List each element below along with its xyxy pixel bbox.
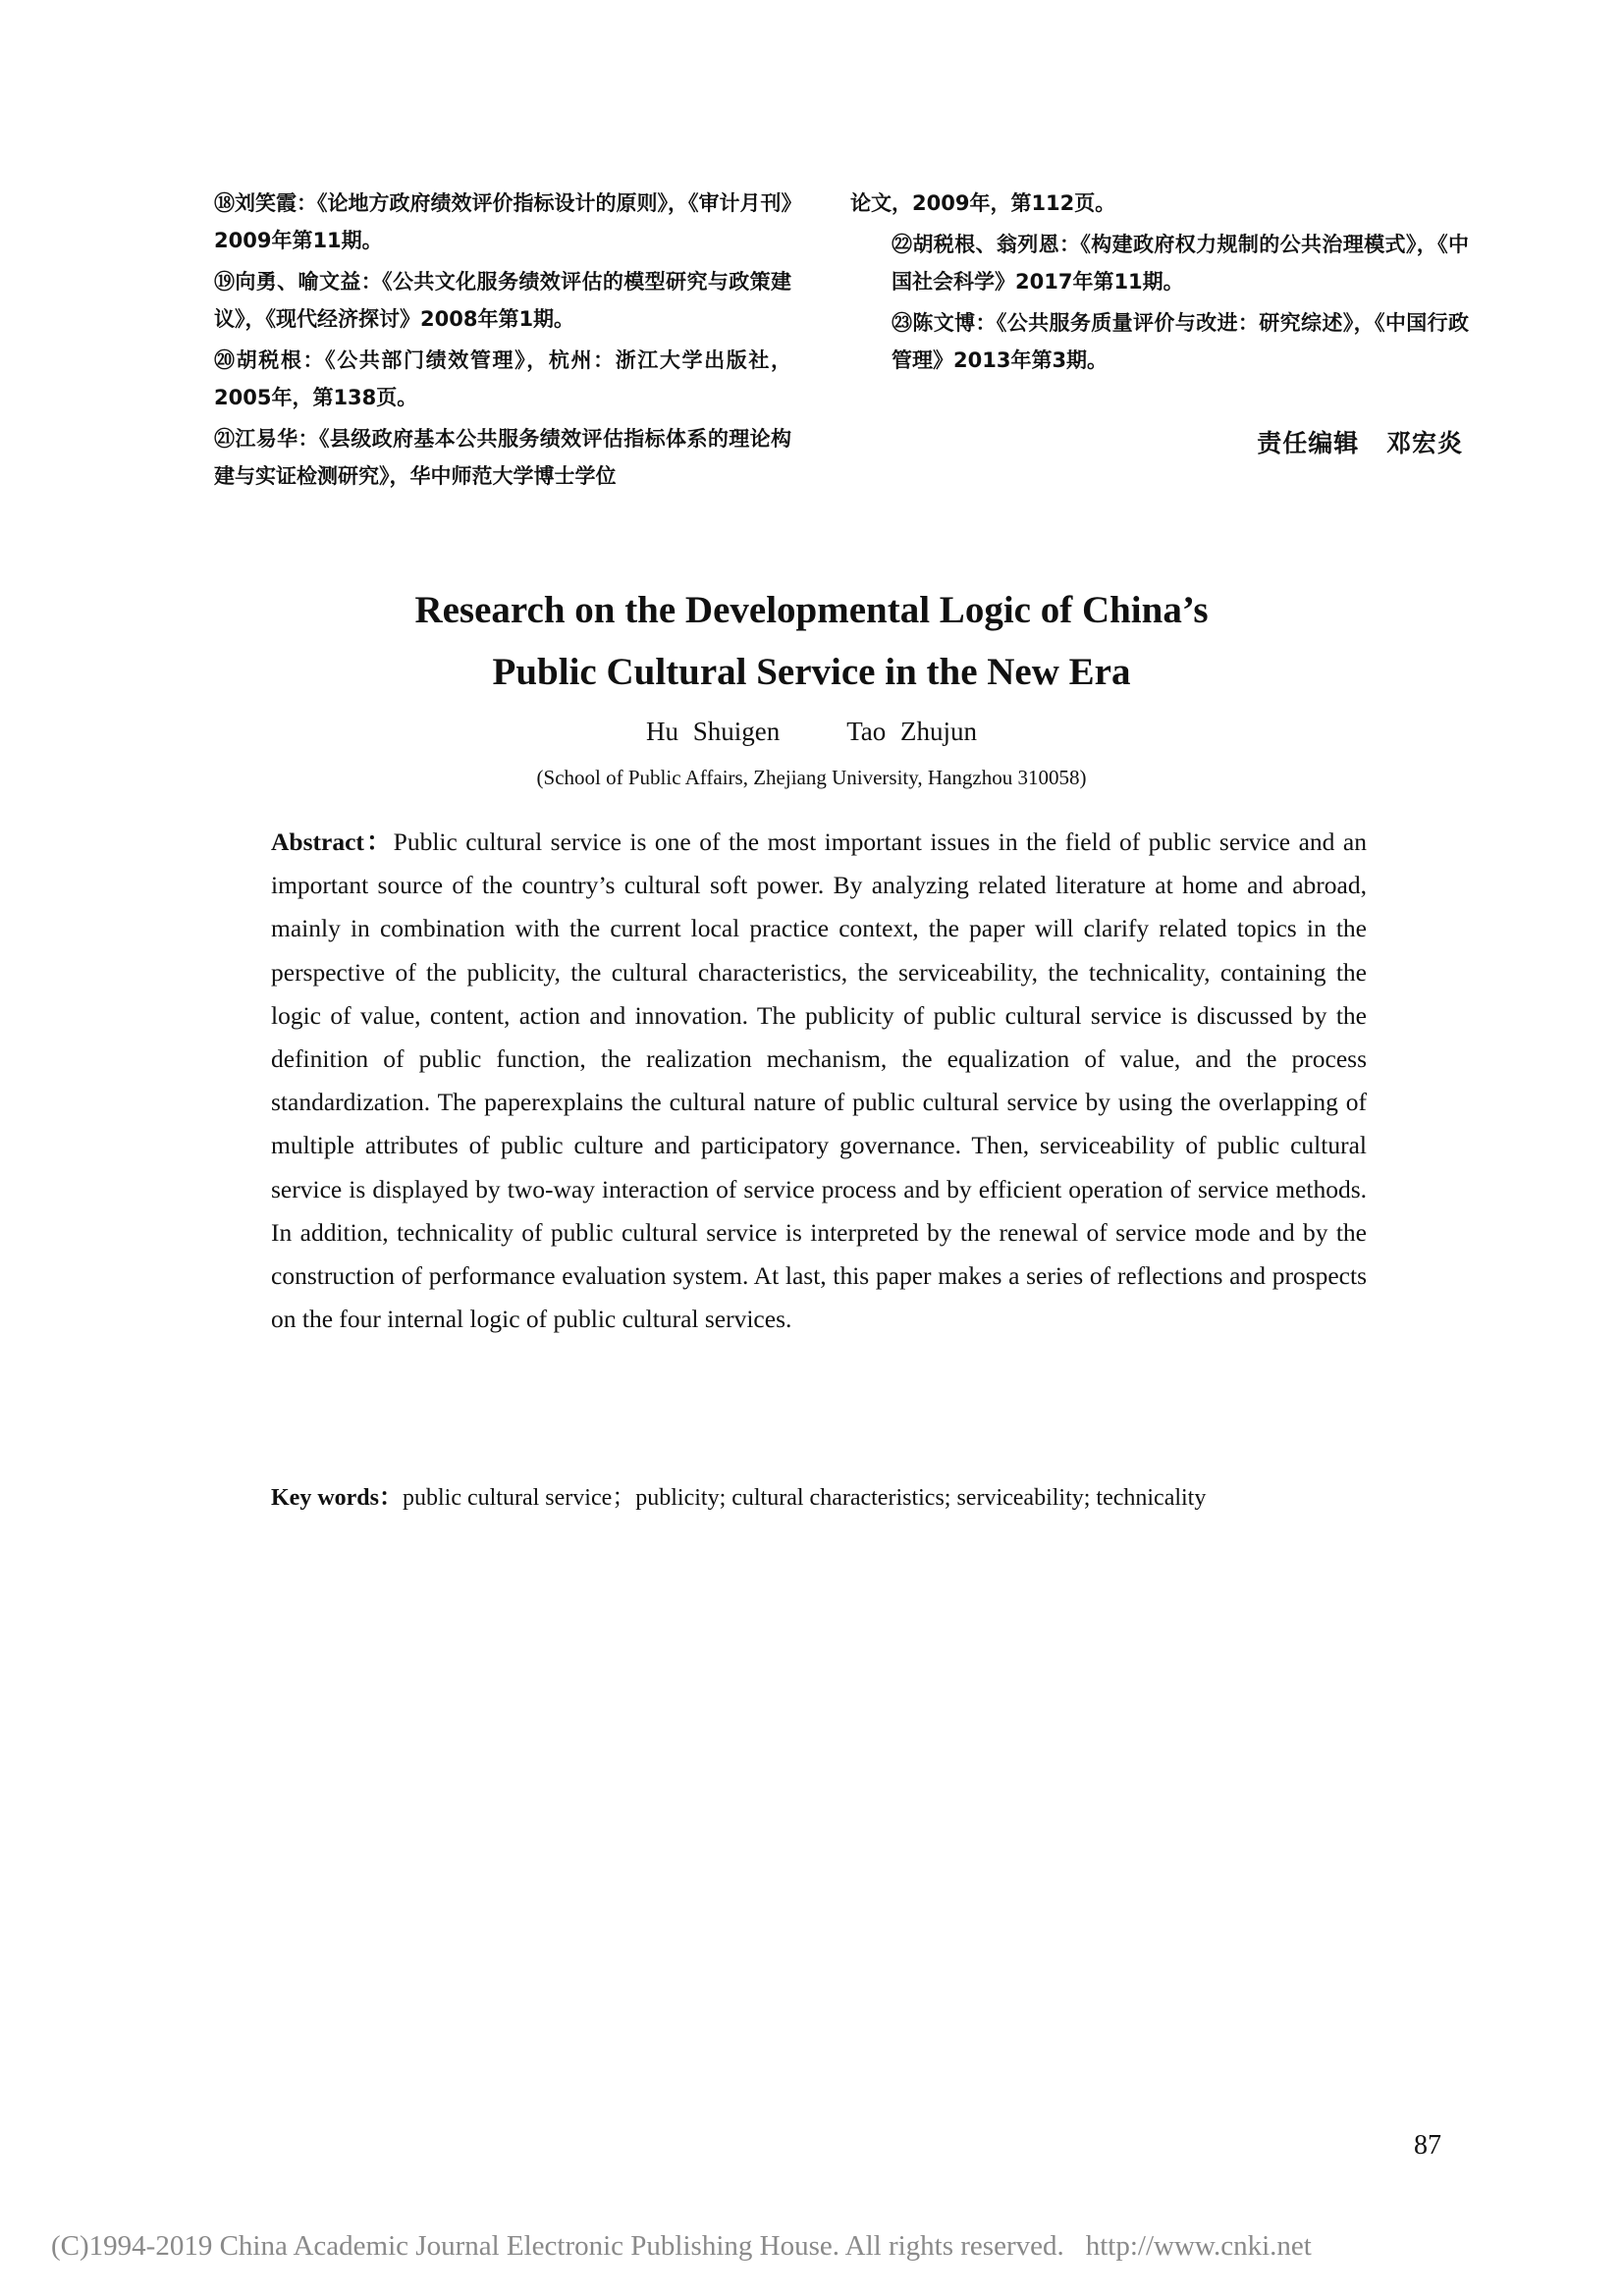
reference-21: [173, 420, 791, 495]
footer-url: http://www.cnki.net: [1085, 2230, 1312, 2262]
keywords-text: public cultural service；publicity; cultural characteristics; serviceability; technicality: [403, 1485, 1207, 1511]
page-number: 87: [1414, 2130, 1441, 2161]
author-1: Hu Shuigen: [645, 717, 781, 746]
affiliation: (School of Public Affairs, Zhejiang University, Hangzhou 310058): [536, 766, 1087, 789]
footer-copyright: (C)1994-2019 China Academic Journal Electronic Publishing House. All rights reserved.: [51, 2230, 1064, 2262]
references-left-column: [173, 185, 791, 499]
reference-20: [173, 342, 791, 416]
author-2: Tao Zhujun: [846, 717, 978, 746]
keywords-label: Key words：: [271, 1485, 403, 1511]
reference-18: [173, 185, 791, 259]
reference-text: ⑱刘笑霞：《论地方政府绩效评价指标设计的原则》，《审计月刊》2009年第11期。: [214, 191, 791, 252]
copyright-footer: [51, 2230, 1426, 2263]
reference-23: [850, 304, 1469, 379]
reference-text: ㉓陈文博：《公共服务质量评价与改进：研究综述》，《中国行政管理》2013年第3期。: [892, 311, 1469, 372]
title-line-1: Research on the Developmental Logic of China’s: [414, 589, 1209, 631]
references-right-column: [850, 185, 1469, 383]
abstract-text: Public cultural service is one of the most important issues in the field of public service and an important source of the country’s cultural soft power. By analyzing related literature at home and abroad, mainly in combination with the current local practice context, the paper will clarify related topics in the perspective of the publicity, the cultural characteristics, the serviceability, the technicality, containing the logic of value, content, action and innovation. The publicity of public cultural service is discussed by the definition of public function, the realization mechanism, the equalization of value, and the process standardization. The paperexplains the cultural nature of public cultural service by using the overlapping of multiple attributes of public culture and participatory governance. Then, serviceability of public cultural service is displayed by two-way interaction of service process and by efficient operation of service methods. In addition, technicality of public cultural service is interpreted by the renewal of service mode and by the construction of performance evaluation system. At last, this paper makes a series of reflections and prospects on the four internal logic of public cultural services.: [271, 828, 1367, 1334]
reference-text: ⑳胡税根：《公共部门绩效管理》，杭州：浙江大学出版社，2005年，第138页。: [214, 348, 791, 409]
reference-text: ㉑江易华：《县级政府基本公共服务绩效评估指标体系的理论构建与实证检测研究》，华中师范大学博士学位: [214, 427, 791, 488]
reference-21-continued: [850, 185, 1469, 222]
reference-22: [850, 226, 1469, 300]
reference-text: ㉒胡税根、翁列恩：《构建政府权力规制的公共治理模式》，《中国社会科学》2017年第11期。: [892, 233, 1469, 294]
responsible-editor: 责任编辑 邓宏炎: [1257, 429, 1463, 457]
authors: [196, 717, 1427, 747]
reference-19: [173, 263, 791, 338]
abstract: [271, 821, 1367, 1341]
abstract-label: Abstract：: [271, 828, 394, 856]
paper-title: [196, 579, 1427, 703]
reference-text: 论文，2009年，第112页。: [850, 191, 1116, 215]
title-line-2: Public Cultural Service in the New Era: [492, 651, 1131, 693]
reference-text: ⑲向勇、喻文益：《公共文化服务绩效评估的模型研究与政策建议》，《现代经济探讨》2008年第1期。: [214, 270, 791, 331]
keywords: [271, 1476, 1367, 1520]
